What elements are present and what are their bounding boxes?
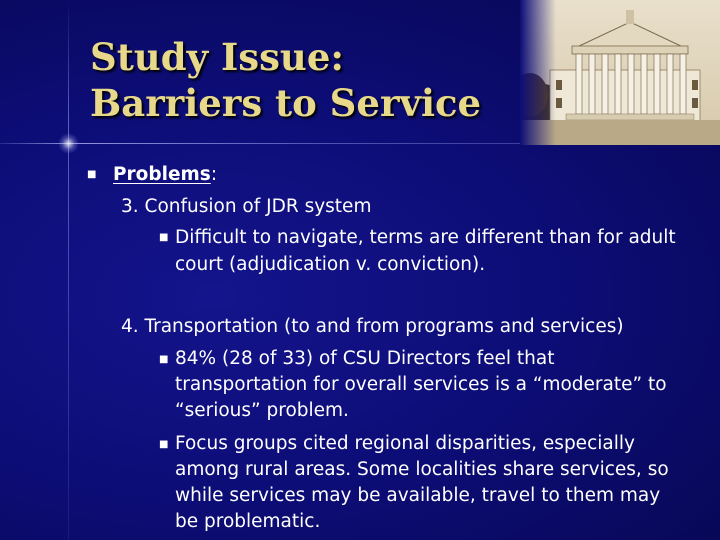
bullet-icon: ■ xyxy=(159,232,169,243)
vertical-divider-line xyxy=(68,0,69,540)
bullet-icon: ■ xyxy=(87,169,97,180)
item-3-label: 3. Confusion of JDR system xyxy=(121,196,372,217)
item-4-sub-1-line-2: transportation for overall services is a “moderate” to xyxy=(175,374,667,395)
item-4-sub-1-line-1: 84% (28 of 33) of CSU Directors feel that xyxy=(175,348,555,369)
item-4-sub-2-line-3: while services may be available, travel to them may xyxy=(175,485,661,506)
problems-heading-label: Problems xyxy=(113,164,211,185)
bullet-icon: ■ xyxy=(159,439,169,450)
bullet-icon: ■ xyxy=(159,354,169,365)
item-4-sub-2-line-2: among rural areas. Some localities share services, so xyxy=(175,459,669,480)
item-4-label: 4. Transportation (to and from programs and services) xyxy=(121,316,624,337)
item-3-sub-1-line-1: Difficult to navigate, terms are different than for adult xyxy=(175,227,676,248)
item-4-sub-2-line-1: Focus groups cited regional disparities, especially xyxy=(175,433,635,454)
line-intersection-glow xyxy=(58,133,79,154)
capitol-building-image xyxy=(520,0,720,145)
item-4-sub-1-line-3: “serious” problem. xyxy=(175,400,349,421)
title-line-2: Barriers to Service xyxy=(90,81,482,125)
title-line-1: Study Issue: xyxy=(90,35,345,79)
problems-heading-colon: : xyxy=(210,164,218,185)
item-4-sub-2-line-4: be problematic. xyxy=(175,511,321,532)
item-3-sub-1-line-2: court (adjudication v. conviction). xyxy=(175,254,486,275)
problems-heading xyxy=(113,163,217,186)
slide-title xyxy=(90,34,510,126)
